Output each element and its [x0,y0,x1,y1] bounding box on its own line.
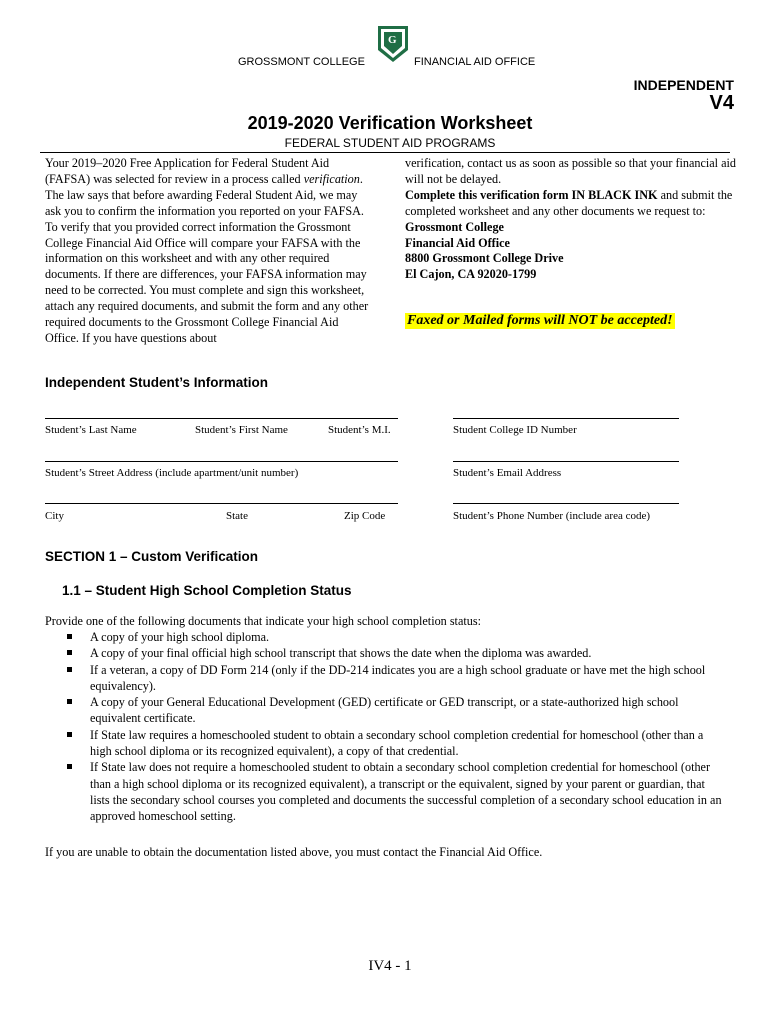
bullet-icon [67,667,72,672]
bullet-icon [67,732,72,737]
list-item [65,645,725,661]
intro-right-column [405,156,740,283]
college-logo-icon [376,24,410,64]
last-name-label: Student’s Last Name [45,424,137,436]
intro-text-part2: . The law says that before awarding Federal Student Aid, we may ask you to confirm the information you reported on your FAFSA. To verify that you provided correct information the Grossmont College Financial Aid Office will compare your FAFSA with the information on this worksheet and with any other required documents. If there are differences, your FAFSA information may need to be corrected. You must complete and sign this worksheet, attach any required documents, and submit the form and any other required documents to the Grossmont College Financial Aid Office. If you have questions about [45,171,369,345]
list-item [65,662,725,695]
list-item-text: A copy of your General Educational Development (GED) certificate or GED transcript, or a state-authorized high school equivalent certificate. [90,695,679,726]
address-line: 8800 Grossmont College Drive [405,251,564,266]
list-item [65,759,725,824]
list-item-text: A copy of your final official high school transcript that shows the date when the diploma was awarded. [90,646,592,661]
intro-right-line2: and submit the completed worksheet and any other documents we request to: [405,187,733,218]
list-item-text: A copy of your high school diploma. [90,630,270,644]
intro-text-italic: verification [303,171,360,186]
logo-letter: G [388,34,397,46]
street-label: Student’s Street Address (include apartment/unit number) [45,467,299,479]
name-field-line[interactable] [45,418,398,419]
list-item [65,727,725,760]
college-id-field-line[interactable] [453,418,679,419]
city-label: City [45,510,64,522]
address-line: Grossmont College [405,219,504,234]
college-name: GROSSMONT COLLEGE [238,56,365,68]
intro-right-line1: verification, contact us as soon as possible so that your financial aid will not be delayed. [405,156,737,186]
bullet-icon [67,634,72,639]
bullet-icon [67,764,72,769]
address-line: Financial Aid Office [405,235,510,250]
section1-closing: If you are unable to obtain the documentation listed above, you must contact the Financial Aid Office. [45,845,543,859]
city-state-zip-field-line[interactable] [45,503,398,504]
email-field-line[interactable] [453,461,679,462]
fax-warning: Faxed or Mailed forms will NOT be accepted! [407,313,673,328]
list-item-text: If State law does not require a homeschooled student to obtain a secondary school completion credential for homeschool (other than a high school diploma or its recognized equivalent), a transcript or the equivalent, signed by your parent or guardian, that lists the secondary school courses you completed and documents the successful completion of a secondary school education in an approved homeschool setting. [90,760,722,824]
college-id-label: Student College ID Number [453,424,577,436]
bullet-icon [67,699,72,704]
first-name-label: Student’s First Name [195,424,288,436]
zip-label: Zip Code [344,510,386,522]
address-line: El Cajon, CA 92020-1799 [405,267,537,282]
list-item-text: If State law requires a homeschooled student to obtain a secondary school completion credential for homeschool (other than a high school diploma or its recognized equivalent), a copy of that credential. [90,727,704,759]
office-name: FINANCIAL AID OFFICE [414,56,536,68]
header-divider [40,152,730,153]
student-type-label: INDEPENDENT [633,77,734,93]
state-label: State [226,510,248,522]
page-number: IV4 - 1 [368,958,412,974]
version-label: V4 [709,92,734,114]
section1-heading: SECTION 1 – Custom Verification [45,549,259,564]
intro-right-bold: Complete this verification form IN BLACK INK [405,187,658,202]
mi-label: Student’s M.I. [328,424,391,436]
list-item-text: If a veteran, a copy of DD Form 214 (only if the DD-214 indicates you are a high school graduate or have met the high school equivalency). [90,662,706,693]
intro-left-column [45,156,375,347]
list-item [65,629,725,645]
phone-label: Student’s Phone Number (include area code) [453,510,651,522]
bullet-icon [67,650,72,655]
street-field-line[interactable] [45,461,398,462]
intro-text-part1: Your 2019–2020 Free Application for Federal Student Aid (FAFSA) was selected for review in a process called [45,156,330,186]
page-subtitle: FEDERAL STUDENT AID PROGRAMS [284,136,496,150]
list-item [65,694,725,727]
document-list [65,629,725,825]
page-title: 2019-2020 Verification Worksheet [247,113,533,133]
student-info-heading: Independent Student’s Information [45,375,268,390]
phone-field-line[interactable] [453,503,679,504]
section1-subheading: 1.1 – Student High School Completion Status [62,583,352,598]
section1-intro: Provide one of the following documents that indicate your high school completion status: [45,614,481,628]
email-label: Student’s Email Address [453,467,562,479]
